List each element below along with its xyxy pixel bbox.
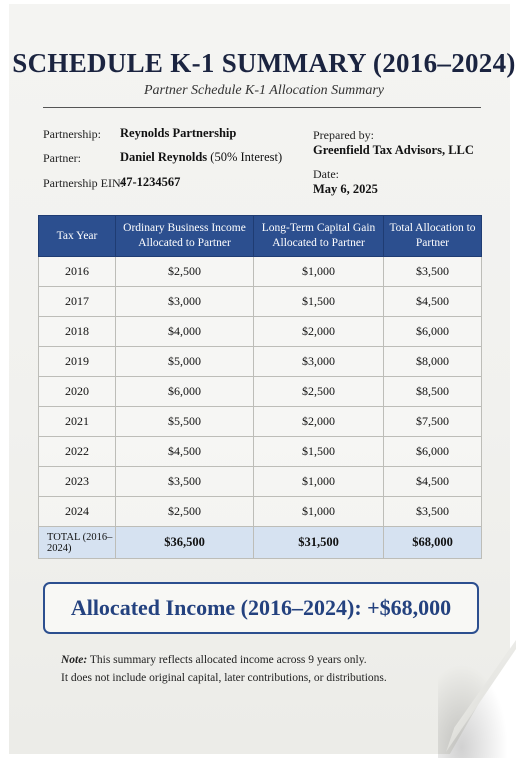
note-text-1: This summary reflects allocated income across 9 years only. — [87, 654, 367, 666]
cell-ordinary-income: $5,000 — [116, 347, 254, 377]
cell-ordinary-income: $2,500 — [116, 257, 254, 287]
note-line-1 — [61, 654, 367, 666]
partnership-label: Partnership: — [43, 127, 101, 141]
cell-capital-gain: $2,000 — [254, 317, 384, 347]
allocated-income-text: Allocated Income (2016–2024): +$68,000 — [70, 595, 452, 620]
table-row — [39, 287, 482, 317]
table-row — [39, 407, 482, 437]
cell-ordinary-income: $3,500 — [116, 467, 254, 497]
cell-year: 2021 — [39, 407, 116, 437]
header-tax-year: Tax Year — [39, 216, 116, 257]
cell-ordinary-income: $3,000 — [116, 287, 254, 317]
cell-total: $6,000 — [384, 317, 482, 347]
cell-capital-gain: $1,000 — [254, 497, 384, 527]
cell-total: $3,500 — [384, 257, 482, 287]
partner-interest: (50% Interest) — [207, 150, 283, 164]
cell-year: 2017 — [39, 287, 116, 317]
header-ordinary-income: Ordinary Business Income Allocated to Partner — [116, 216, 254, 257]
cell-capital-gain: $2,500 — [254, 377, 384, 407]
ein-value: 47-1234567 — [120, 175, 181, 189]
cell-total: $4,500 — [384, 467, 482, 497]
header-total-allocation: Total Allocation to Partner — [384, 216, 482, 257]
note-line-2: It does not include original capital, later contributions, or distributions. — [61, 672, 387, 684]
header-capital-gain: Long-Term Capital Gain Allocated to Partner — [254, 216, 384, 257]
table-row — [39, 437, 482, 467]
table-row — [39, 377, 482, 407]
table-row — [39, 317, 482, 347]
table-row — [39, 467, 482, 497]
cell-total: $6,000 — [384, 437, 482, 467]
cell-capital-gain: $1,500 — [254, 437, 384, 467]
cell-year: 2016 — [39, 257, 116, 287]
title-divider — [43, 107, 481, 108]
cell-year: 2020 — [39, 377, 116, 407]
partner-value — [120, 150, 282, 165]
k1-allocation-table — [38, 215, 482, 559]
table-row — [39, 497, 482, 527]
cell-year: 2022 — [39, 437, 116, 467]
total-ordinary-income: $36,500 — [116, 527, 254, 559]
table-row — [39, 347, 482, 377]
cell-ordinary-income: $5,500 — [116, 407, 254, 437]
cell-year: 2024 — [39, 497, 116, 527]
cell-ordinary-income: $4,500 — [116, 437, 254, 467]
partner-name: Daniel Reynolds — [120, 150, 208, 164]
cell-year: 2019 — [39, 347, 116, 377]
cell-capital-gain: $1,000 — [254, 467, 384, 497]
total-label: TOTAL (2016–2024) — [39, 527, 116, 559]
document-subtitle: Partner Schedule K-1 Allocation Summary — [143, 83, 385, 98]
cell-total: $7,500 — [384, 407, 482, 437]
cell-year: 2023 — [39, 467, 116, 497]
partnership-value: Reynolds Partnership — [120, 126, 237, 140]
cell-capital-gain: $1,500 — [254, 287, 384, 317]
table-row — [39, 257, 482, 287]
cell-ordinary-income: $2,500 — [116, 497, 254, 527]
cell-capital-gain: $3,000 — [254, 347, 384, 377]
prepared-by-value: Greenfield Tax Advisors, LLC — [313, 143, 474, 157]
cell-capital-gain: $1,000 — [254, 257, 384, 287]
allocated-income-callout — [43, 582, 479, 634]
prepared-by-label: Prepared by: — [313, 128, 374, 142]
document-title: SCHEDULE K-1 SUMMARY (2016–2024) — [12, 48, 516, 78]
ein-label: Partnership EIN: — [43, 176, 124, 190]
cell-capital-gain: $2,000 — [254, 407, 384, 437]
cell-ordinary-income: $6,000 — [116, 377, 254, 407]
cell-total: $4,500 — [384, 287, 482, 317]
table-header-row — [39, 216, 482, 257]
cell-ordinary-income: $4,000 — [116, 317, 254, 347]
date-label: Date: — [313, 167, 339, 181]
partner-label: Partner: — [43, 151, 81, 165]
table-total-row — [39, 527, 482, 559]
date-value: May 6, 2025 — [313, 182, 378, 196]
cell-total: $8,000 — [384, 347, 482, 377]
total-capital-gain: $31,500 — [254, 527, 384, 559]
cell-year: 2018 — [39, 317, 116, 347]
cell-total: $3,500 — [384, 497, 482, 527]
note-label: Note: — [61, 654, 88, 666]
cell-total: $8,500 — [384, 377, 482, 407]
total-allocation: $68,000 — [384, 527, 482, 559]
